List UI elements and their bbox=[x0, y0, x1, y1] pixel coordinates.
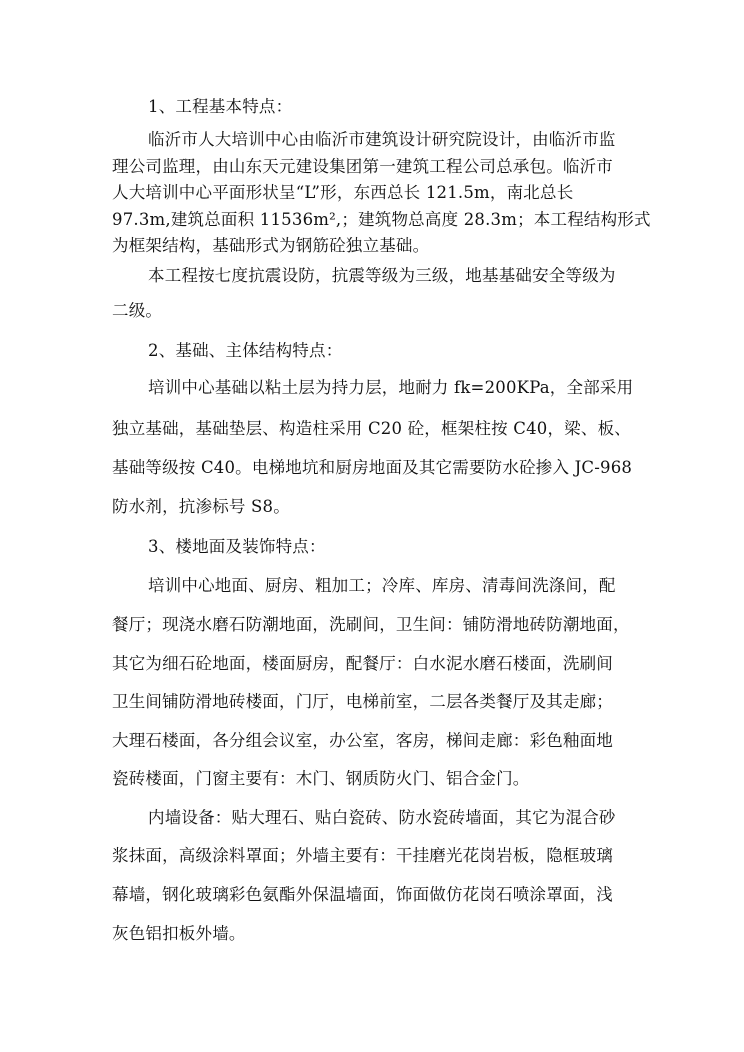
paragraph-line: 临沂市人大培训中心由临沂市建筑设计研究院设计，由临沂市监 bbox=[148, 130, 616, 149]
paragraph-line: 防水剂，抗渗标号 S8。 bbox=[112, 497, 290, 516]
paragraph-line: 幕墙，钢化玻璃彩色氨酯外保温墙面，饰面做仿花岗石喷涂罩面，浅 bbox=[112, 885, 613, 904]
paragraph-line: 基础等级按 C40。电梯地坑和厨房地面及其它需要防水砼掺入 JC-968 bbox=[112, 458, 633, 477]
section-2-heading: 2、基础、主体结构特点： bbox=[148, 341, 343, 360]
paragraph-line: 其它为细石砼地面，楼面厨房，配餐厅：白水泥水磨石楼面，洗刷间 bbox=[112, 654, 613, 673]
paragraph-line: 内墙设备：贴大理石、贴白瓷砖、防水瓷砖墙面，其它为混合砂 bbox=[148, 808, 616, 827]
section-1-heading: 1、工程基本特点： bbox=[148, 97, 293, 116]
paragraph-line: 培训中心基础以粘土层为持力层，地耐力 fk=200KPa，全部采用 bbox=[148, 378, 634, 397]
paragraph-line: 为框架结构，基础形式为钢筋砼独立基础。 bbox=[112, 236, 430, 255]
paragraph-line: 97.3m,建筑总面积 11536m²,；建筑物总高度 28.3m；本工程结构形式 bbox=[112, 210, 651, 229]
paragraph-line: 餐厅；现浇水磨石防潮地面，洗刷间，卫生间：铺防滑地砖防潮地面， bbox=[112, 615, 630, 634]
paragraph-line: 理公司监理，由山东天元建设集团第一建筑工程公司总承包。临沂市 bbox=[112, 157, 613, 176]
paragraph-line: 本工程按七度抗震设防，抗震等级为三级，地基基础安全等级为 bbox=[148, 266, 616, 285]
paragraph-line: 浆抹面，高级涂料罩面；外墙主要有：干挂磨光花岗岩板，隐框玻璃 bbox=[112, 846, 613, 865]
paragraph-line: 人大培训中心平面形状呈“L”形，东西总长 121.5m，南北总长 bbox=[112, 183, 574, 202]
paragraph-line: 独立基础，基础垫层、构造柱采用 C20 砼，框架柱按 C40，梁、板、 bbox=[112, 419, 631, 438]
paragraph-line: 二级。 bbox=[112, 301, 163, 320]
section-3-heading: 3、楼地面及装饰特点： bbox=[148, 537, 326, 556]
paragraph-line: 卫生间铺防滑地砖楼面，门厅，电梯前室，二层各类餐厅及其走廊； bbox=[112, 692, 613, 711]
paragraph-line: 大理石楼面，各分组会议室，办公室，客房，梯间走廊：彩色釉面地 bbox=[112, 731, 613, 750]
paragraph-line: 培训中心地面、厨房、粗加工；冷库、库房、清毒间洗涤间，配 bbox=[148, 576, 616, 595]
paragraph-line: 瓷砖楼面，门窗主要有：木门、钢质防火门、铝合金门。 bbox=[112, 769, 530, 788]
paragraph-line: 灰色铝扣板外墙。 bbox=[112, 924, 246, 943]
